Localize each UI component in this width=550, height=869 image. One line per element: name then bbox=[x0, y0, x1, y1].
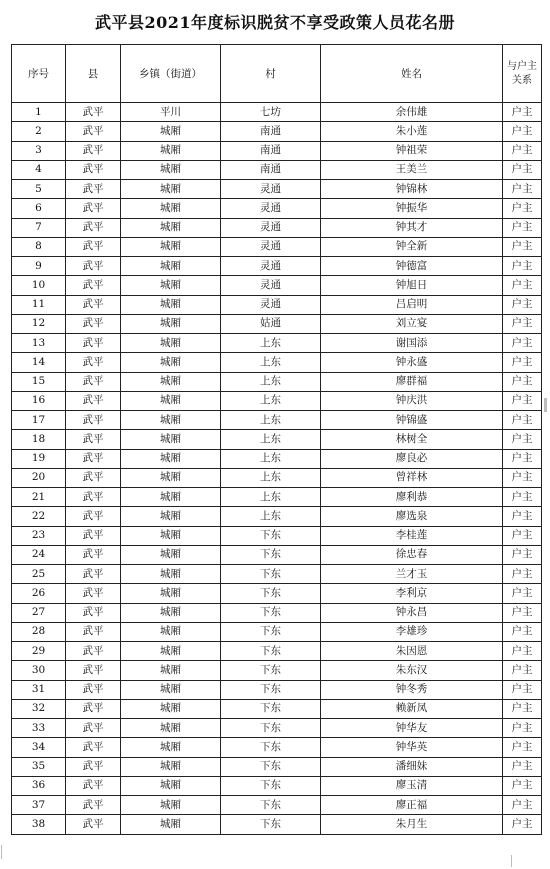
cell-name: 朱小莲 bbox=[321, 122, 503, 141]
table-row bbox=[12, 719, 542, 738]
cell-village: 下东 bbox=[221, 719, 321, 738]
table-row bbox=[12, 295, 542, 314]
table-row bbox=[12, 314, 542, 333]
cell-index: 6 bbox=[12, 199, 66, 218]
table-row bbox=[12, 141, 542, 160]
cell-index: 5 bbox=[12, 180, 66, 199]
cell-county: 武平 bbox=[66, 796, 121, 815]
cell-index: 37 bbox=[12, 796, 66, 815]
cell-index: 38 bbox=[12, 815, 66, 834]
cell-township: 城厢 bbox=[121, 565, 221, 584]
cell-township: 城厢 bbox=[121, 699, 221, 718]
table-row bbox=[12, 276, 542, 295]
cell-county: 武平 bbox=[66, 603, 121, 622]
cell-township: 城厢 bbox=[121, 719, 221, 738]
table-row bbox=[12, 796, 542, 815]
cell-county: 武平 bbox=[66, 314, 121, 333]
cell-village: 上东 bbox=[221, 507, 321, 526]
column-header-township: 乡镇（街道） bbox=[121, 45, 221, 103]
column-header-county: 县 bbox=[66, 45, 121, 103]
table-row bbox=[12, 757, 542, 776]
table-row bbox=[12, 160, 542, 179]
table-row bbox=[12, 411, 542, 430]
cell-relation: 户主 bbox=[503, 584, 542, 603]
cell-village: 姑通 bbox=[221, 314, 321, 333]
cell-village: 下东 bbox=[221, 699, 321, 718]
cell-relation: 户主 bbox=[503, 160, 542, 179]
cell-name: 钟锦盛 bbox=[321, 411, 503, 430]
cell-index: 22 bbox=[12, 507, 66, 526]
cell-county: 武平 bbox=[66, 199, 121, 218]
cell-township: 城厢 bbox=[121, 391, 221, 410]
cell-village: 灵通 bbox=[221, 218, 321, 237]
table-row bbox=[12, 449, 542, 468]
cell-index: 15 bbox=[12, 372, 66, 391]
table-row bbox=[12, 353, 542, 372]
cell-county: 武平 bbox=[66, 103, 121, 122]
cell-township: 平川 bbox=[121, 103, 221, 122]
cell-village: 南通 bbox=[221, 141, 321, 160]
cell-relation: 户主 bbox=[503, 526, 542, 545]
cell-name: 潘细妹 bbox=[321, 757, 503, 776]
cell-relation: 户主 bbox=[503, 680, 542, 699]
cell-township: 城厢 bbox=[121, 757, 221, 776]
cell-name: 余伟雄 bbox=[321, 103, 503, 122]
cell-index: 27 bbox=[12, 603, 66, 622]
cell-relation: 户主 bbox=[503, 141, 542, 160]
cell-name: 朱因恩 bbox=[321, 642, 503, 661]
cell-county: 武平 bbox=[66, 719, 121, 738]
cell-name: 赖新凤 bbox=[321, 699, 503, 718]
page-title: 武平县2021年度标识脱贫不享受政策人员花名册 bbox=[94, 13, 456, 32]
cell-index: 28 bbox=[12, 622, 66, 641]
cell-township: 城厢 bbox=[121, 257, 221, 276]
cell-county: 武平 bbox=[66, 180, 121, 199]
cell-name: 林树全 bbox=[321, 430, 503, 449]
cell-name: 钟其才 bbox=[321, 218, 503, 237]
cell-county: 武平 bbox=[66, 237, 121, 256]
table-row bbox=[12, 545, 542, 564]
cell-county: 武平 bbox=[66, 160, 121, 179]
cell-relation: 户主 bbox=[503, 776, 542, 795]
cell-township: 城厢 bbox=[121, 584, 221, 603]
cell-name: 朱月生 bbox=[321, 815, 503, 834]
cell-name: 徐忠春 bbox=[321, 545, 503, 564]
cell-relation: 户主 bbox=[503, 199, 542, 218]
cell-township: 城厢 bbox=[121, 180, 221, 199]
cell-index: 31 bbox=[12, 680, 66, 699]
cell-relation: 户主 bbox=[503, 353, 542, 372]
cell-township: 城厢 bbox=[121, 295, 221, 314]
cell-county: 武平 bbox=[66, 218, 121, 237]
cell-name: 朱东汉 bbox=[321, 661, 503, 680]
cell-name: 吕启明 bbox=[321, 295, 503, 314]
cell-name: 钟永昌 bbox=[321, 603, 503, 622]
table-row bbox=[12, 622, 542, 641]
cell-township: 城厢 bbox=[121, 237, 221, 256]
cell-village: 下东 bbox=[221, 776, 321, 795]
cell-village: 下东 bbox=[221, 642, 321, 661]
cell-index: 19 bbox=[12, 449, 66, 468]
cell-county: 武平 bbox=[66, 680, 121, 699]
cell-relation: 户主 bbox=[503, 237, 542, 256]
cell-index: 24 bbox=[12, 545, 66, 564]
cell-relation: 户主 bbox=[503, 468, 542, 487]
cell-township: 城厢 bbox=[121, 334, 221, 353]
cell-township: 城厢 bbox=[121, 411, 221, 430]
cell-relation: 户主 bbox=[503, 507, 542, 526]
cell-index: 34 bbox=[12, 738, 66, 757]
cell-village: 上东 bbox=[221, 334, 321, 353]
cell-relation: 户主 bbox=[503, 815, 542, 834]
cell-county: 武平 bbox=[66, 430, 121, 449]
cell-township: 城厢 bbox=[121, 545, 221, 564]
cell-county: 武平 bbox=[66, 449, 121, 468]
cell-county: 武平 bbox=[66, 391, 121, 410]
table-row bbox=[12, 122, 542, 141]
table-row bbox=[12, 603, 542, 622]
cell-index: 13 bbox=[12, 334, 66, 353]
cell-index: 21 bbox=[12, 488, 66, 507]
cell-village: 下东 bbox=[221, 680, 321, 699]
cell-village: 下东 bbox=[221, 796, 321, 815]
table-row bbox=[12, 237, 542, 256]
cell-village: 上东 bbox=[221, 372, 321, 391]
table-row bbox=[12, 103, 542, 122]
cell-township: 城厢 bbox=[121, 199, 221, 218]
table-row bbox=[12, 334, 542, 353]
cell-county: 武平 bbox=[66, 622, 121, 641]
cell-county: 武平 bbox=[66, 815, 121, 834]
cell-index: 16 bbox=[12, 391, 66, 410]
cell-relation: 户主 bbox=[503, 622, 542, 641]
cell-index: 8 bbox=[12, 237, 66, 256]
cell-index: 20 bbox=[12, 468, 66, 487]
cell-village: 上东 bbox=[221, 353, 321, 372]
cell-name: 廖群福 bbox=[321, 372, 503, 391]
column-header-index: 序号 bbox=[12, 45, 66, 103]
cell-index: 1 bbox=[12, 103, 66, 122]
cell-village: 上东 bbox=[221, 468, 321, 487]
cell-village: 下东 bbox=[221, 565, 321, 584]
cell-index: 12 bbox=[12, 314, 66, 333]
page-edge-mark bbox=[544, 398, 547, 412]
cell-village: 上东 bbox=[221, 391, 321, 410]
cell-index: 32 bbox=[12, 699, 66, 718]
cell-name: 李桂莲 bbox=[321, 526, 503, 545]
cell-index: 33 bbox=[12, 719, 66, 738]
cell-index: 4 bbox=[12, 160, 66, 179]
cell-township: 城厢 bbox=[121, 661, 221, 680]
cell-village: 灵通 bbox=[221, 199, 321, 218]
cell-name: 李雄珍 bbox=[321, 622, 503, 641]
cell-county: 武平 bbox=[66, 122, 121, 141]
cell-township: 城厢 bbox=[121, 603, 221, 622]
cell-county: 武平 bbox=[66, 257, 121, 276]
table-row bbox=[12, 642, 542, 661]
table-body bbox=[12, 103, 542, 835]
column-header-relation: 与户主关系 bbox=[503, 45, 542, 103]
cell-county: 武平 bbox=[66, 334, 121, 353]
table-row bbox=[12, 468, 542, 487]
cell-relation: 户主 bbox=[503, 122, 542, 141]
cell-relation: 户主 bbox=[503, 276, 542, 295]
table-row bbox=[12, 680, 542, 699]
cell-county: 武平 bbox=[66, 372, 121, 391]
cell-county: 武平 bbox=[66, 507, 121, 526]
cell-index: 7 bbox=[12, 218, 66, 237]
cell-relation: 户主 bbox=[503, 796, 542, 815]
cell-township: 城厢 bbox=[121, 488, 221, 507]
cell-village: 七坊 bbox=[221, 103, 321, 122]
cell-relation: 户主 bbox=[503, 642, 542, 661]
cell-index: 35 bbox=[12, 757, 66, 776]
cell-village: 下东 bbox=[221, 545, 321, 564]
cell-relation: 户主 bbox=[503, 719, 542, 738]
cell-index: 14 bbox=[12, 353, 66, 372]
cell-village: 灵通 bbox=[221, 257, 321, 276]
cell-village: 上东 bbox=[221, 411, 321, 430]
cell-township: 城厢 bbox=[121, 372, 221, 391]
table-row bbox=[12, 526, 542, 545]
cell-township: 城厢 bbox=[121, 449, 221, 468]
cell-village: 下东 bbox=[221, 526, 321, 545]
table-row bbox=[12, 815, 542, 834]
cell-name: 钟德富 bbox=[321, 257, 503, 276]
table-row bbox=[12, 488, 542, 507]
cell-name: 廖正福 bbox=[321, 796, 503, 815]
cell-township: 城厢 bbox=[121, 642, 221, 661]
table-row bbox=[12, 199, 542, 218]
cell-relation: 户主 bbox=[503, 314, 542, 333]
cell-relation: 户主 bbox=[503, 603, 542, 622]
table-row bbox=[12, 180, 542, 199]
cell-relation: 户主 bbox=[503, 661, 542, 680]
cell-relation: 户主 bbox=[503, 103, 542, 122]
cell-index: 26 bbox=[12, 584, 66, 603]
table-row bbox=[12, 661, 542, 680]
table-row bbox=[12, 565, 542, 584]
cell-name: 兰才玉 bbox=[321, 565, 503, 584]
table-row bbox=[12, 391, 542, 410]
cell-name: 李利京 bbox=[321, 584, 503, 603]
cell-name: 廖玉清 bbox=[321, 776, 503, 795]
cell-township: 城厢 bbox=[121, 353, 221, 372]
cell-county: 武平 bbox=[66, 353, 121, 372]
cell-township: 城厢 bbox=[121, 314, 221, 333]
cell-relation: 户主 bbox=[503, 257, 542, 276]
table-row bbox=[12, 430, 542, 449]
table-row bbox=[12, 584, 542, 603]
cell-township: 城厢 bbox=[121, 122, 221, 141]
cell-name: 廖良必 bbox=[321, 449, 503, 468]
cell-relation: 户主 bbox=[503, 218, 542, 237]
cell-county: 武平 bbox=[66, 565, 121, 584]
cell-county: 武平 bbox=[66, 757, 121, 776]
cell-village: 上东 bbox=[221, 449, 321, 468]
cell-relation: 户主 bbox=[503, 699, 542, 718]
cell-index: 17 bbox=[12, 411, 66, 430]
cell-index: 30 bbox=[12, 661, 66, 680]
cell-index: 29 bbox=[12, 642, 66, 661]
cell-name: 钟华英 bbox=[321, 738, 503, 757]
cell-county: 武平 bbox=[66, 488, 121, 507]
cell-county: 武平 bbox=[66, 642, 121, 661]
cell-index: 25 bbox=[12, 565, 66, 584]
cell-county: 武平 bbox=[66, 141, 121, 160]
cell-township: 城厢 bbox=[121, 796, 221, 815]
cell-relation: 户主 bbox=[503, 430, 542, 449]
cell-county: 武平 bbox=[66, 661, 121, 680]
cell-name: 钟祖荣 bbox=[321, 141, 503, 160]
cell-index: 23 bbox=[12, 526, 66, 545]
cell-name: 廖利恭 bbox=[321, 488, 503, 507]
cell-name: 钟旭日 bbox=[321, 276, 503, 295]
page-edge-mark bbox=[1, 845, 2, 859]
cell-relation: 户主 bbox=[503, 295, 542, 314]
table-row bbox=[12, 776, 542, 795]
cell-index: 36 bbox=[12, 776, 66, 795]
cell-village: 下东 bbox=[221, 584, 321, 603]
cell-village: 灵通 bbox=[221, 295, 321, 314]
cell-relation: 户主 bbox=[503, 545, 542, 564]
column-header-name: 姓名 bbox=[321, 45, 503, 103]
cell-township: 城厢 bbox=[121, 430, 221, 449]
cell-index: 2 bbox=[12, 122, 66, 141]
cell-township: 城厢 bbox=[121, 526, 221, 545]
cell-name: 曾祥林 bbox=[321, 468, 503, 487]
cell-county: 武平 bbox=[66, 699, 121, 718]
cell-county: 武平 bbox=[66, 584, 121, 603]
cell-village: 南通 bbox=[221, 122, 321, 141]
cell-village: 下东 bbox=[221, 661, 321, 680]
cell-township: 城厢 bbox=[121, 160, 221, 179]
cell-name: 钟冬秀 bbox=[321, 680, 503, 699]
cell-township: 城厢 bbox=[121, 622, 221, 641]
cell-village: 上东 bbox=[221, 430, 321, 449]
table-row bbox=[12, 257, 542, 276]
page-edge-mark bbox=[511, 855, 512, 867]
cell-name: 钟振华 bbox=[321, 199, 503, 218]
cell-relation: 户主 bbox=[503, 411, 542, 430]
cell-index: 10 bbox=[12, 276, 66, 295]
cell-name: 钟华友 bbox=[321, 719, 503, 738]
cell-township: 城厢 bbox=[121, 276, 221, 295]
table-row bbox=[12, 218, 542, 237]
cell-name: 廖选泉 bbox=[321, 507, 503, 526]
cell-township: 城厢 bbox=[121, 507, 221, 526]
cell-county: 武平 bbox=[66, 738, 121, 757]
cell-index: 9 bbox=[12, 257, 66, 276]
cell-township: 城厢 bbox=[121, 218, 221, 237]
cell-name: 刘立宴 bbox=[321, 314, 503, 333]
cell-name: 谢国添 bbox=[321, 334, 503, 353]
cell-township: 城厢 bbox=[121, 738, 221, 757]
cell-village: 下东 bbox=[221, 757, 321, 776]
cell-name: 王美兰 bbox=[321, 160, 503, 179]
cell-name: 钟全新 bbox=[321, 237, 503, 256]
header-row bbox=[12, 45, 542, 103]
cell-village: 灵通 bbox=[221, 180, 321, 199]
cell-township: 城厢 bbox=[121, 776, 221, 795]
cell-county: 武平 bbox=[66, 411, 121, 430]
cell-village: 下东 bbox=[221, 622, 321, 641]
table-row bbox=[12, 507, 542, 526]
cell-county: 武平 bbox=[66, 545, 121, 564]
cell-township: 城厢 bbox=[121, 141, 221, 160]
cell-village: 上东 bbox=[221, 488, 321, 507]
cell-township: 城厢 bbox=[121, 680, 221, 699]
cell-village: 下东 bbox=[221, 738, 321, 757]
cell-village: 灵通 bbox=[221, 237, 321, 256]
cell-relation: 户主 bbox=[503, 449, 542, 468]
cell-relation: 户主 bbox=[503, 180, 542, 199]
cell-name: 钟庆洪 bbox=[321, 391, 503, 410]
cell-township: 城厢 bbox=[121, 815, 221, 834]
cell-county: 武平 bbox=[66, 468, 121, 487]
cell-county: 武平 bbox=[66, 526, 121, 545]
cell-relation: 户主 bbox=[503, 391, 542, 410]
cell-county: 武平 bbox=[66, 276, 121, 295]
table-row bbox=[12, 738, 542, 757]
column-header-village: 村 bbox=[221, 45, 321, 103]
cell-village: 下东 bbox=[221, 815, 321, 834]
cell-relation: 户主 bbox=[503, 565, 542, 584]
cell-index: 11 bbox=[12, 295, 66, 314]
cell-relation: 户主 bbox=[503, 334, 542, 353]
cell-relation: 户主 bbox=[503, 738, 542, 757]
cell-village: 灵通 bbox=[221, 276, 321, 295]
cell-index: 18 bbox=[12, 430, 66, 449]
table-row bbox=[12, 372, 542, 391]
cell-village: 南通 bbox=[221, 160, 321, 179]
table-row bbox=[12, 699, 542, 718]
cell-township: 城厢 bbox=[121, 468, 221, 487]
cell-relation: 户主 bbox=[503, 757, 542, 776]
cell-relation: 户主 bbox=[503, 488, 542, 507]
cell-county: 武平 bbox=[66, 776, 121, 795]
cell-relation: 户主 bbox=[503, 372, 542, 391]
cell-name: 钟锦林 bbox=[321, 180, 503, 199]
cell-county: 武平 bbox=[66, 295, 121, 314]
cell-index: 3 bbox=[12, 141, 66, 160]
roster-table bbox=[11, 44, 542, 835]
cell-name: 钟永盛 bbox=[321, 353, 503, 372]
cell-village: 下东 bbox=[221, 603, 321, 622]
